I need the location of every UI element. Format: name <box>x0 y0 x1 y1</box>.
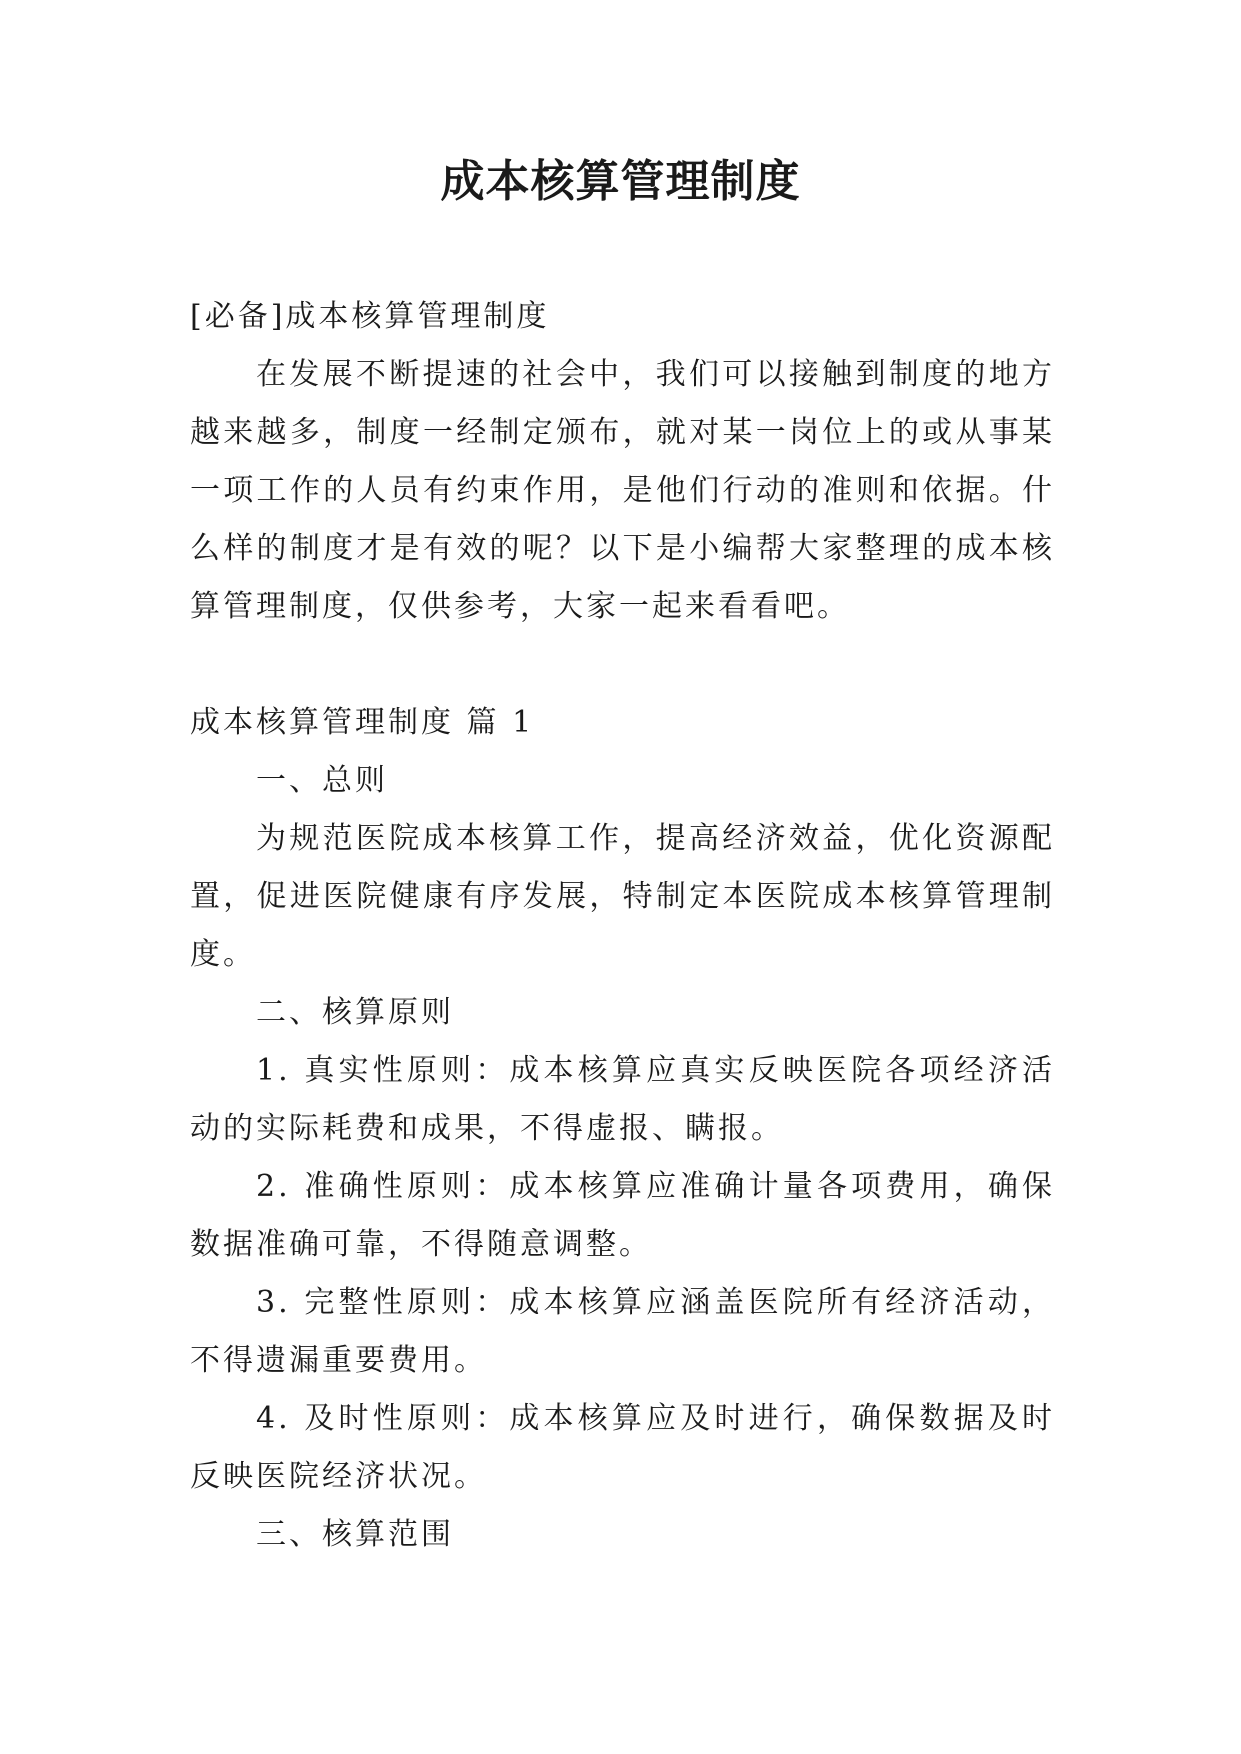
document-body <box>190 288 1055 1564</box>
principle-item: 4. 及时性原则：成本核算应及时进行，确保数据及时反映医院经济状况。 <box>190 1401 1055 1494</box>
part1-paragraph: 为规范医院成本核算工作，提高经济效益，优化资源配置，促进医院健康有序发展，特制定本医院成本核算管理制度。 <box>190 821 1055 972</box>
document-subtitle: [必备]成本核算管理制度 <box>190 299 550 334</box>
section-heading: 成本核算管理制度 篇 1 <box>190 705 535 740</box>
part2-heading: 二、核算原则 <box>256 995 454 1030</box>
document-title: 成本核算管理制度 <box>440 156 801 207</box>
principle-item: 2. 准确性原则：成本核算应准确计量各项费用，确保数据准确可靠，不得随意调整。 <box>190 1169 1055 1262</box>
principle-item: 1. 真实性原则：成本核算应真实反映医院各项经济活动的实际耗费和成果，不得虚报、瞒报。 <box>190 1053 1055 1146</box>
principle-item: 3. 完整性原则：成本核算应涵盖医院所有经济活动，不得遗漏重要费用。 <box>190 1285 1055 1378</box>
intro-paragraph: 在发展不断提速的社会中，我们可以接触到制度的地方越来越多，制度一经制定颁布，就对某一岗位上的或从事某一项工作的人员有约束作用，是他们行动的准则和依据。什么样的制度才是有效的呢？以下是小编帮大家整理的成本核算管理制度，仅供参考，大家一起来看看吧。 <box>190 357 1055 624</box>
part1-heading: 一、总则 <box>256 763 388 798</box>
part3-heading: 三、核算范围 <box>256 1517 454 1552</box>
